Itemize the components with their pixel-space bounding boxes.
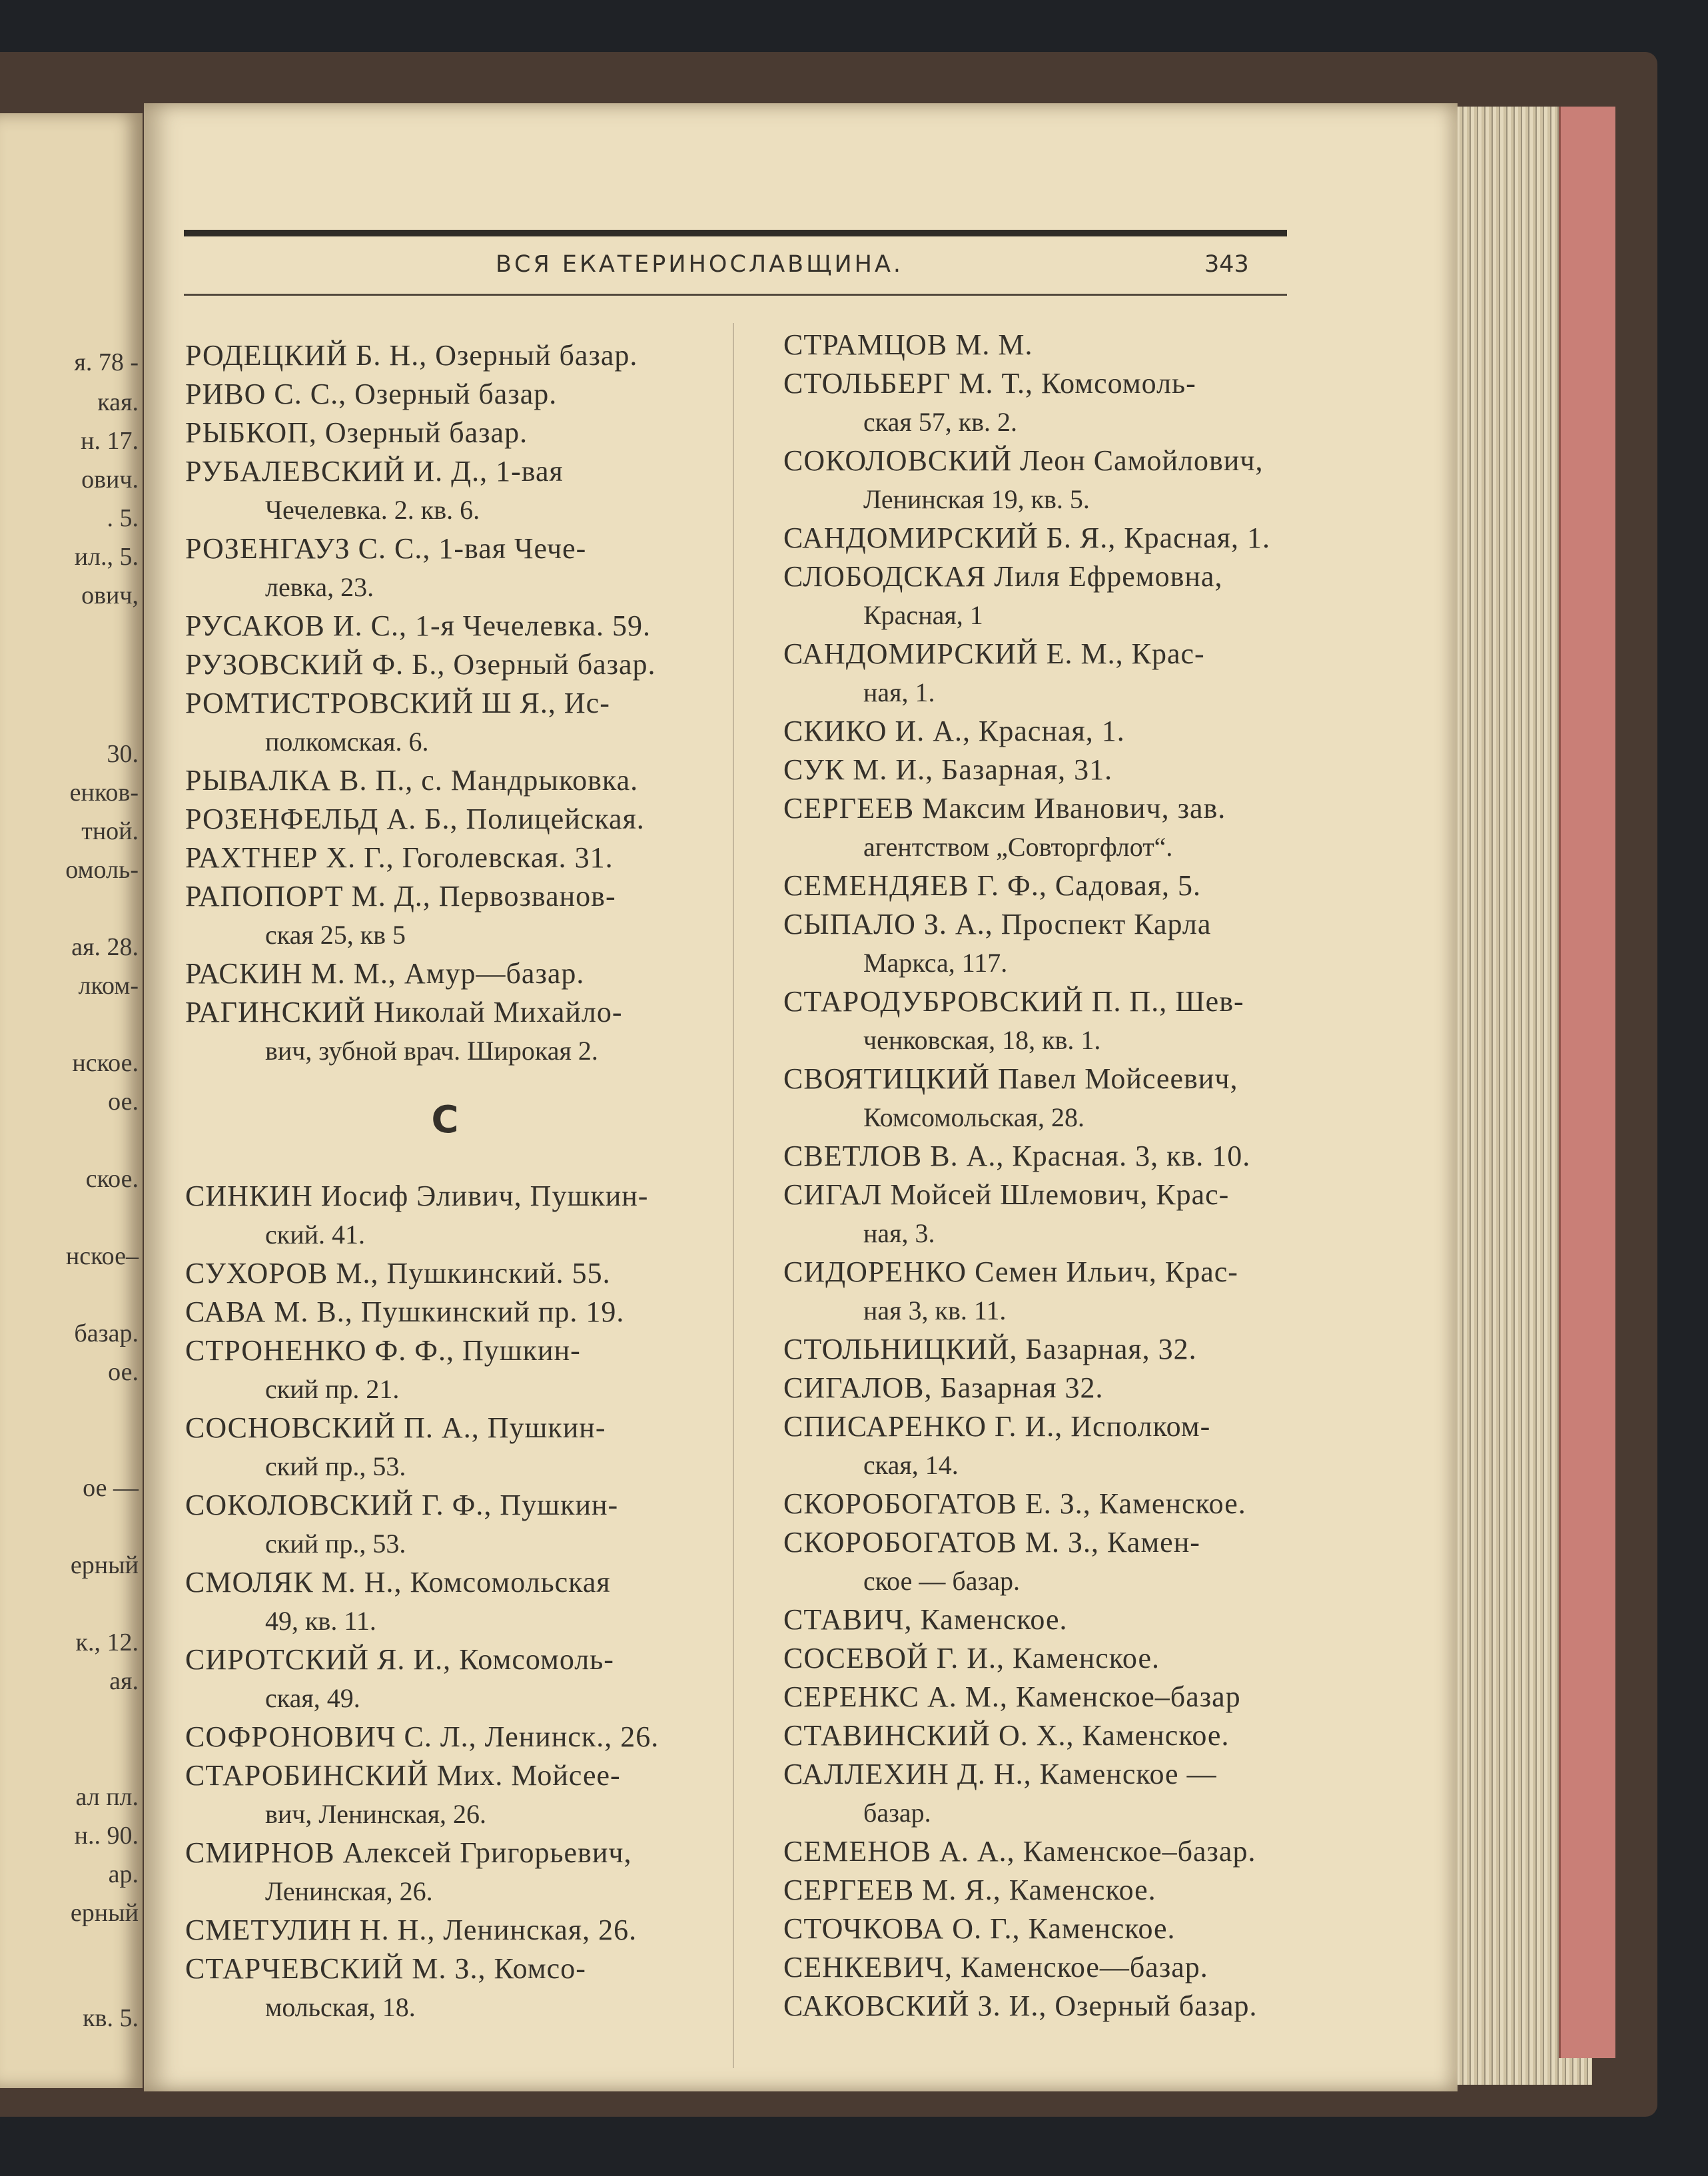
directory-entry	[185, 1911, 705, 1950]
directory-entry	[185, 375, 705, 414]
entry-line: СОСЕВОЙ Г. И., Каменское.	[783, 1642, 1160, 1674]
directory-entry	[783, 1137, 1310, 1176]
left-fragment: лком-	[78, 972, 139, 1000]
left-fragment: я. 78 -	[74, 348, 139, 376]
entry-line: СЕРГЕЕВ Максим Иванович, зав.	[783, 792, 1226, 825]
left-fragment: н. 17.	[81, 427, 139, 455]
directory-entry	[783, 905, 1310, 982]
directory-entry	[185, 336, 705, 375]
entry-continuation: вич, зубной врач. Широкая 2.	[265, 1036, 598, 1066]
directory-entry	[783, 1832, 1310, 1871]
entry-line: СМОЛЯК М. Н., Комсомольская	[185, 1566, 611, 1599]
directory-entry	[783, 1871, 1310, 1910]
left-fragment: ское.	[85, 1165, 139, 1193]
directory-entry	[783, 712, 1310, 751]
entry-line: СИРОТСКИЙ Я. И., Комсомоль-	[185, 1643, 614, 1676]
left-fragment: нское.	[72, 1049, 139, 1077]
entry-continuation: агентством „Совторгфлот“.	[863, 832, 1173, 862]
entry-line: СТОЛЬНИЦКИЙ, Базарная, 32.	[783, 1333, 1197, 1365]
entry-line: РОМТИСТРОВСКИЙ Ш Я., Ис-	[185, 687, 610, 719]
directory-entry	[185, 684, 705, 761]
left-fragment: кая.	[97, 388, 139, 416]
entry-continuation: ская 25, кв 5	[265, 920, 406, 950]
running-header: ВСЯ ЕКАТЕРИНОСЛАВЩИНА.	[496, 251, 904, 278]
directory-entry	[185, 530, 705, 607]
entry-continuation: базар.	[863, 1798, 931, 1828]
entry-line: СУХОРОВ М., Пушкинский. 55.	[185, 1257, 611, 1289]
left-fragment: ович.	[81, 466, 139, 494]
entry-continuation: полкомская. 6.	[265, 727, 429, 757]
entry-line: СПИСАРЕНКО Г. И., Исполком-	[783, 1410, 1211, 1443]
entry-continuation: ский пр., 53.	[265, 1529, 406, 1559]
directory-entry	[783, 1601, 1310, 1639]
directory-entry	[783, 867, 1310, 905]
left-fragment: ар.	[108, 1860, 139, 1888]
directory-entry	[783, 751, 1310, 789]
directory-entry	[185, 1640, 705, 1718]
left-fragment: к., 12.	[75, 1629, 139, 1656]
directory-entry	[185, 1950, 705, 2027]
directory-entry	[185, 1331, 705, 1409]
directory-entry	[783, 1987, 1310, 2025]
left-fragment: тной.	[81, 817, 139, 845]
entry-continuation: ский пр. 21.	[265, 1374, 400, 1404]
entry-line: РЫБКОП, Озерный базар.	[185, 416, 528, 449]
entry-line: РУЗОВСКИЙ Ф. Б., Озерный базар.	[185, 648, 656, 681]
entry-line: СТОЛЬБЕРГ М. Т., Комсомоль-	[783, 367, 1196, 400]
entry-continuation: ский пр., 53.	[265, 1451, 406, 1481]
column-divider	[733, 323, 734, 2068]
left-fragment: нское–	[65, 1242, 139, 1270]
entry-line: РАСКИН М. М., Амур—базар.	[185, 957, 585, 990]
left-fragment: омоль-	[65, 856, 139, 884]
entry-line: РИВО С. С., Озерный базар.	[185, 378, 558, 410]
directory-entry	[783, 1060, 1310, 1137]
left-fragment: ое.	[108, 1358, 139, 1386]
entry-continuation: ная 3, кв. 11.	[863, 1295, 1007, 1325]
entry-continuation: ная, 1.	[863, 677, 935, 707]
entry-line: РОЗЕНФЕЛЬД А. Б., Полицейская.	[185, 803, 645, 835]
entry-continuation: ская 57, кв. 2.	[863, 407, 1018, 437]
entry-line: СКОРОБОГАТОВ Е. З., Каменское.	[783, 1487, 1246, 1520]
directory-entry	[185, 1486, 705, 1563]
entry-line: СОКОЛОВСКИЙ Леон Самойлович,	[783, 444, 1264, 477]
directory-entry	[783, 982, 1310, 1060]
directory-entry	[783, 326, 1310, 364]
directory-entry	[185, 1756, 705, 1834]
entry-line: РУБАЛЕВСКИЙ И. Д., 1-вая	[185, 455, 564, 488]
entry-line: СВЕТЛОВ В. А., Красная. 3, кв. 10.	[783, 1140, 1251, 1172]
directory-entry	[783, 1678, 1310, 1716]
entry-continuation: 49, кв. 11.	[265, 1606, 376, 1636]
entry-line: СЫПАЛО З. А., Проспект Карла	[783, 908, 1212, 940]
directory-entry	[783, 1948, 1310, 1987]
left-fragment: кв. 5.	[83, 2004, 139, 2032]
entry-continuation: мольская, 18.	[265, 1992, 416, 2022]
left-fragment: 30.	[107, 740, 139, 768]
directory-entry	[783, 557, 1310, 635]
entry-line: СЛОБОДСКАЯ Лиля Ефремовна,	[783, 560, 1223, 593]
entry-line: РОЗЕНГАУЗ С. С., 1-вая Чече-	[185, 532, 587, 565]
directory-entry	[185, 993, 705, 1070]
entry-continuation: левка, 23.	[265, 572, 374, 602]
entry-line: РАПОПОРТ М. Д., Первозванов-	[185, 880, 616, 912]
right-page	[144, 103, 1458, 2091]
entry-line: СЕНКЕВИЧ, Каменское—базар.	[783, 1951, 1208, 1984]
left-fragment: н.. 90.	[74, 1822, 139, 1850]
left-fragment: . 5.	[107, 504, 139, 532]
entry-continuation: Комсомольская, 28.	[863, 1102, 1084, 1132]
entry-continuation: Чечелевка. 2. кв. 6.	[265, 495, 480, 525]
entry-line: СТРАМЦОВ М. М.	[783, 328, 1033, 361]
directory-entry	[783, 1176, 1310, 1253]
entry-line: СИГАЛОВ, Базарная 32.	[783, 1371, 1104, 1404]
entry-line: СУК М. И., Базарная, 31.	[783, 753, 1113, 786]
left-fragment: енков-	[69, 779, 139, 807]
directory-entry	[185, 1293, 705, 1331]
left-fragment: ое.	[108, 1088, 139, 1116]
entry-line: САКОВСКИЙ З. И., Озерный базар.	[783, 1990, 1258, 2022]
entry-continuation: вич, Ленинская, 26.	[265, 1799, 486, 1829]
directory-entry	[783, 1523, 1310, 1601]
directory-entry	[783, 442, 1310, 519]
entry-line: СТАРОБИНСКИЙ Мих. Мойсее-	[185, 1759, 621, 1792]
entry-line: РЫВАЛКА В. П., с. Мандрыковка.	[185, 764, 639, 797]
directory-entry	[185, 877, 705, 954]
directory-entry	[783, 519, 1310, 557]
directory-entry	[783, 364, 1310, 442]
bookmark-ribbon	[1559, 107, 1615, 2058]
directory-entry	[185, 645, 705, 684]
entry-line: САНДОМИРСКИЙ Е. М., Крас-	[783, 637, 1205, 670]
directory-entry	[783, 789, 1310, 867]
entry-line: СТАВИНСКИЙ О. Х., Каменское.	[783, 1719, 1230, 1752]
entry-line: СКОРОБОГАТОВ М. З., Камен-	[783, 1526, 1200, 1559]
left-fragment: ая.	[109, 1667, 139, 1695]
directory-entry	[783, 1253, 1310, 1330]
entry-line: СЕРГЕЕВ М. Я., Каменское.	[783, 1874, 1156, 1906]
directory-entry	[185, 414, 705, 452]
header-rule-thin	[184, 294, 1287, 296]
entry-line: СМЕТУЛИН Н. Н., Ленинская, 26.	[185, 1914, 638, 1946]
left-fragment: ерный	[70, 1899, 139, 1927]
entry-line: РОДЕЦКИЙ Б. Н., Озерный базар.	[185, 339, 638, 372]
entry-continuation: ский. 41.	[265, 1220, 365, 1250]
entry-line: РАГИНСКИЙ Николай Михайло-	[185, 996, 623, 1028]
directory-entry	[783, 1330, 1310, 1369]
left-fragment: ая. 28.	[71, 933, 139, 961]
entry-continuation: Красная, 1	[863, 600, 983, 630]
directory-entry	[185, 1718, 705, 1756]
directory-entry	[185, 1254, 705, 1293]
directory-entry	[783, 1716, 1310, 1755]
directory-entry	[185, 1563, 705, 1640]
directory-entry	[185, 1834, 705, 1911]
entry-line: САНДОМИРСКИЙ Б. Я., Красная, 1.	[783, 522, 1270, 554]
left-fragment: ерный	[70, 1551, 139, 1579]
directory-entry	[185, 1177, 705, 1254]
entry-line: СМИРНОВ Алексей Григорьевич,	[185, 1836, 632, 1869]
directory-entry	[185, 800, 705, 839]
entry-line: СТАРЧЕВСКИЙ М. З., Комсо-	[185, 1952, 586, 1985]
page-number: 343	[1204, 251, 1249, 278]
left-fragment: ое —	[83, 1474, 139, 1502]
directory-entry	[185, 452, 705, 530]
entry-line: СИНКИН Иосиф Эливич, Пушкин-	[185, 1180, 649, 1212]
entry-line: СТОЧКОВА О. Г., Каменское.	[783, 1912, 1176, 1945]
left-fragment: ил., 5.	[74, 543, 139, 571]
entry-continuation: Маркса, 117.	[863, 948, 1008, 978]
directory-entry	[185, 839, 705, 877]
left-fragment: ал пл.	[75, 1783, 139, 1811]
entry-line: РАХТНЕР Х. Г., Гоголевская. 31.	[185, 841, 614, 874]
column-left	[185, 336, 705, 2027]
entry-continuation: ская, 49.	[265, 1683, 360, 1713]
header-rule-thick	[184, 230, 1287, 236]
entry-line: СТАВИЧ, Каменское.	[783, 1603, 1068, 1636]
entry-line: СОФРОНОВИЧ С. Л., Ленинск., 26.	[185, 1720, 659, 1753]
directory-entry	[185, 761, 705, 800]
entry-line: СЕМЕНДЯЕВ Г. Ф., Садовая, 5.	[783, 869, 1202, 902]
entry-line: СВОЯТИЦКИЙ Павел Мойсеевич,	[783, 1062, 1238, 1095]
directory-entry	[185, 954, 705, 993]
directory-entry	[783, 1407, 1310, 1485]
column-right	[783, 326, 1310, 2025]
entry-line: СТРОНЕНКО Ф. Ф., Пушкин-	[185, 1334, 581, 1367]
directory-entry	[185, 1409, 705, 1486]
directory-entry	[783, 1639, 1310, 1678]
entry-line: СОКОЛОВСКИЙ Г. Ф., Пушкин-	[185, 1489, 619, 1521]
directory-entry	[783, 1485, 1310, 1523]
entry-line: СИДОРЕНКО Семен Ильич, Крас-	[783, 1256, 1238, 1288]
entry-line: РУСАКОВ И. С., 1-я Чечелевка. 59.	[185, 609, 651, 642]
left-fragment: базар.	[74, 1319, 139, 1347]
entry-line: СТАРОДУБРОВСКИЙ П. П., Шев-	[783, 985, 1244, 1018]
entry-line: СЕМЕНОВ А. А., Каменское–базар.	[783, 1835, 1256, 1868]
entry-continuation: ская, 14.	[863, 1450, 959, 1480]
entry-continuation: ченковская, 18, кв. 1.	[863, 1025, 1101, 1055]
left-page	[0, 113, 143, 2088]
left-fragment: ович,	[81, 581, 139, 609]
entry-line: САЛЛЕХИН Д. Н., Каменское —	[783, 1758, 1217, 1790]
directory-entry	[783, 635, 1310, 712]
entry-line: СИГАЛ Мойсей Шлемович, Крас-	[783, 1178, 1230, 1211]
entry-line: СЕРЕНКС А. М., Каменское–базар	[783, 1680, 1241, 1713]
entry-continuation: ское — базар.	[863, 1566, 1021, 1596]
directory-entry	[783, 1369, 1310, 1407]
directory-entry	[185, 607, 705, 645]
entry-line: САВА М. В., Пушкинский пр. 19.	[185, 1295, 625, 1328]
entry-line: СКИКО И. А., Красная, 1.	[783, 715, 1125, 747]
entry-continuation: Ленинская, 26.	[265, 1876, 433, 1906]
entry-continuation: ная, 3.	[863, 1218, 935, 1248]
entry-continuation: Ленинская 19, кв. 5.	[863, 484, 1090, 514]
entry-line: СОСНОВСКИЙ П. А., Пушкин-	[185, 1411, 606, 1444]
section-letter: С	[431, 1098, 459, 1142]
directory-entry	[783, 1910, 1310, 1948]
directory-entry	[783, 1755, 1310, 1832]
